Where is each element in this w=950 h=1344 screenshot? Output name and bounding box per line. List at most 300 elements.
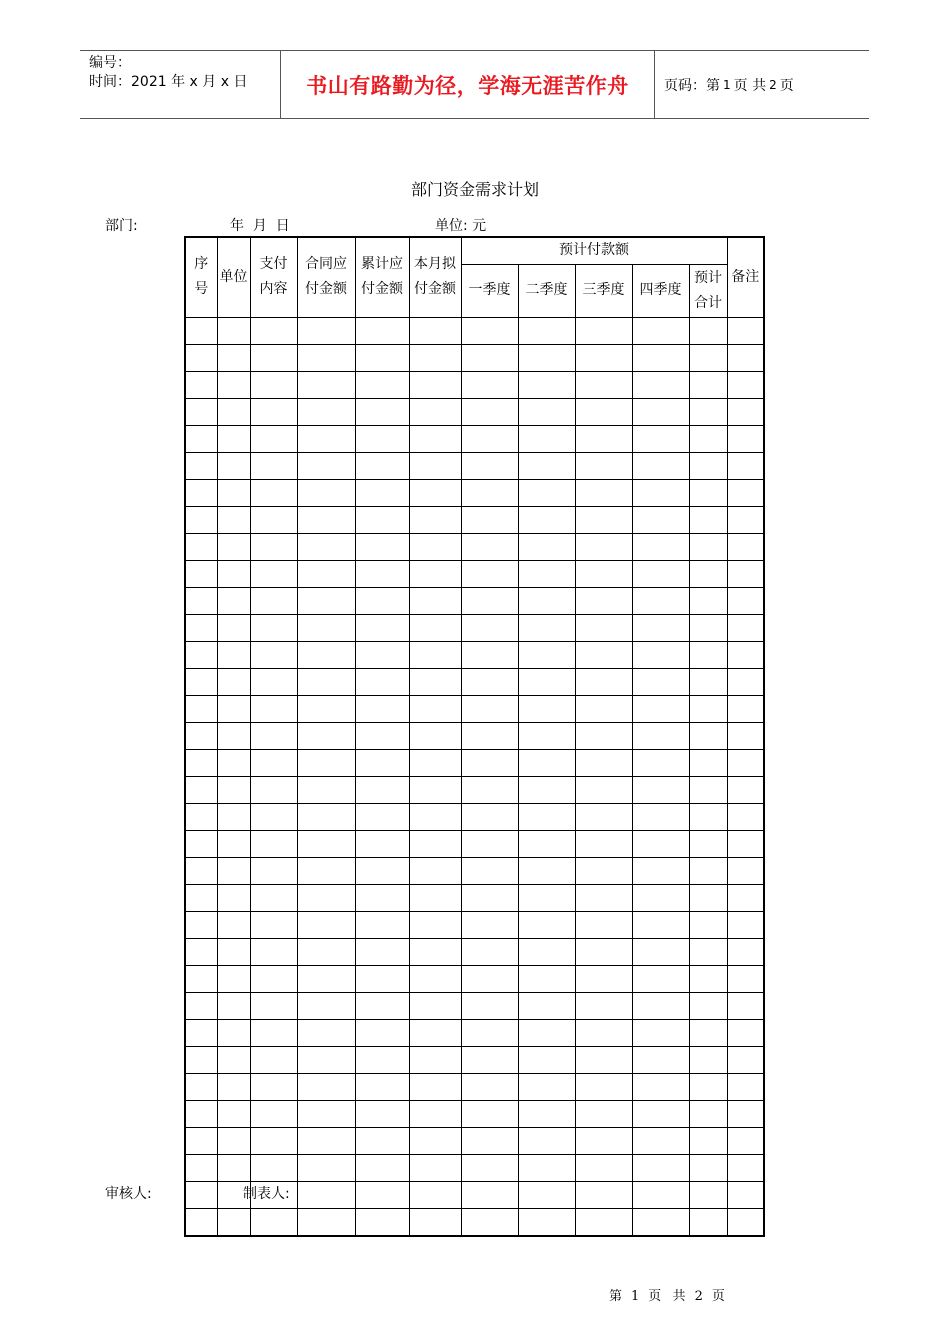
table-cell[interactable]: [518, 425, 575, 452]
table-cell[interactable]: [297, 749, 355, 776]
table-cell[interactable]: [518, 1127, 575, 1154]
table-cell[interactable]: [727, 371, 764, 398]
table-cell[interactable]: [689, 857, 727, 884]
table-cell[interactable]: [185, 641, 217, 668]
table-cell[interactable]: [575, 992, 632, 1019]
table-cell[interactable]: [461, 776, 518, 803]
table-cell[interactable]: [689, 695, 727, 722]
table-cell[interactable]: [217, 776, 250, 803]
table-cell[interactable]: [297, 371, 355, 398]
table-cell[interactable]: [518, 587, 575, 614]
table-cell[interactable]: [185, 911, 217, 938]
table-cell[interactable]: [250, 1208, 297, 1236]
table-cell[interactable]: [518, 1154, 575, 1181]
table-cell[interactable]: [297, 587, 355, 614]
table-cell[interactable]: [409, 776, 461, 803]
table-cell[interactable]: [355, 857, 409, 884]
table-cell[interactable]: [185, 1073, 217, 1100]
table-cell[interactable]: [409, 1019, 461, 1046]
table-cell[interactable]: [518, 344, 575, 371]
table-cell[interactable]: [355, 992, 409, 1019]
table-cell[interactable]: [461, 560, 518, 587]
table-cell[interactable]: [632, 911, 689, 938]
table-cell[interactable]: [250, 722, 297, 749]
table-cell[interactable]: [297, 722, 355, 749]
table-cell[interactable]: [217, 722, 250, 749]
table-cell[interactable]: [217, 803, 250, 830]
table-cell[interactable]: [409, 911, 461, 938]
table-cell[interactable]: [409, 830, 461, 857]
table-cell[interactable]: [689, 560, 727, 587]
table-cell[interactable]: [297, 479, 355, 506]
table-cell[interactable]: [575, 695, 632, 722]
table-cell[interactable]: [461, 938, 518, 965]
table-cell[interactable]: [461, 1046, 518, 1073]
table-cell[interactable]: [250, 560, 297, 587]
table-cell[interactable]: [409, 425, 461, 452]
table-cell[interactable]: [297, 1073, 355, 1100]
table-cell[interactable]: [575, 1019, 632, 1046]
table-cell[interactable]: [689, 398, 727, 425]
table-cell[interactable]: [632, 560, 689, 587]
table-cell[interactable]: [250, 425, 297, 452]
table-cell[interactable]: [632, 1073, 689, 1100]
table-cell[interactable]: [250, 938, 297, 965]
table-cell[interactable]: [689, 965, 727, 992]
table-cell[interactable]: [185, 668, 217, 695]
table-cell[interactable]: [185, 506, 217, 533]
table-cell[interactable]: [185, 1181, 217, 1208]
table-cell[interactable]: [250, 992, 297, 1019]
table-cell[interactable]: [575, 668, 632, 695]
table-cell[interactable]: [409, 317, 461, 344]
table-cell[interactable]: [250, 857, 297, 884]
table-cell[interactable]: [409, 371, 461, 398]
table-cell[interactable]: [185, 884, 217, 911]
table-cell[interactable]: [632, 938, 689, 965]
table-cell[interactable]: [727, 722, 764, 749]
table-cell[interactable]: [185, 614, 217, 641]
table-cell[interactable]: [727, 1046, 764, 1073]
table-cell[interactable]: [632, 425, 689, 452]
table-cell[interactable]: [575, 641, 632, 668]
table-cell[interactable]: [518, 1046, 575, 1073]
table-cell[interactable]: [727, 965, 764, 992]
table-cell[interactable]: [409, 695, 461, 722]
table-cell[interactable]: [185, 479, 217, 506]
table-cell[interactable]: [409, 560, 461, 587]
table-cell[interactable]: [632, 1046, 689, 1073]
table-cell[interactable]: [727, 533, 764, 560]
table-cell[interactable]: [217, 1073, 250, 1100]
table-cell[interactable]: [518, 533, 575, 560]
table-cell[interactable]: [250, 668, 297, 695]
table-cell[interactable]: [727, 695, 764, 722]
table-cell[interactable]: [297, 533, 355, 560]
table-cell[interactable]: [185, 1100, 217, 1127]
table-cell[interactable]: [518, 506, 575, 533]
table-cell[interactable]: [689, 1127, 727, 1154]
table-cell[interactable]: [355, 533, 409, 560]
table-cell[interactable]: [632, 452, 689, 479]
table-cell[interactable]: [409, 506, 461, 533]
table-cell[interactable]: [355, 425, 409, 452]
table-cell[interactable]: [632, 1208, 689, 1236]
table-cell[interactable]: [217, 830, 250, 857]
table-cell[interactable]: [727, 1100, 764, 1127]
table-cell[interactable]: [461, 1019, 518, 1046]
table-cell[interactable]: [461, 1100, 518, 1127]
table-cell[interactable]: [217, 425, 250, 452]
table-cell[interactable]: [461, 803, 518, 830]
table-cell[interactable]: [409, 1073, 461, 1100]
table-cell[interactable]: [185, 344, 217, 371]
table-cell[interactable]: [689, 992, 727, 1019]
table-cell[interactable]: [297, 695, 355, 722]
table-cell[interactable]: [185, 965, 217, 992]
table-cell[interactable]: [575, 938, 632, 965]
table-cell[interactable]: [727, 452, 764, 479]
table-cell[interactable]: [518, 317, 575, 344]
table-cell[interactable]: [250, 641, 297, 668]
table-cell[interactable]: [689, 1100, 727, 1127]
table-cell[interactable]: [250, 371, 297, 398]
table-cell[interactable]: [409, 587, 461, 614]
table-cell[interactable]: [727, 398, 764, 425]
table-cell[interactable]: [461, 1127, 518, 1154]
table-cell[interactable]: [689, 911, 727, 938]
table-cell[interactable]: [355, 1181, 409, 1208]
table-cell[interactable]: [632, 749, 689, 776]
table-cell[interactable]: [689, 1046, 727, 1073]
table-cell[interactable]: [632, 317, 689, 344]
table-cell[interactable]: [575, 425, 632, 452]
table-cell[interactable]: [185, 452, 217, 479]
table-cell[interactable]: [297, 938, 355, 965]
table-cell[interactable]: [355, 965, 409, 992]
table-cell[interactable]: [575, 560, 632, 587]
table-cell[interactable]: [461, 533, 518, 560]
table-cell[interactable]: [409, 533, 461, 560]
table-cell[interactable]: [185, 1046, 217, 1073]
table-cell[interactable]: [185, 1208, 217, 1236]
table-cell[interactable]: [250, 398, 297, 425]
table-cell[interactable]: [727, 668, 764, 695]
table-cell[interactable]: [575, 1154, 632, 1181]
table-cell[interactable]: [185, 425, 217, 452]
table-cell[interactable]: [461, 1208, 518, 1236]
table-cell[interactable]: [355, 1154, 409, 1181]
table-cell[interactable]: [689, 479, 727, 506]
table-cell[interactable]: [297, 830, 355, 857]
table-cell[interactable]: [689, 614, 727, 641]
table-cell[interactable]: [297, 803, 355, 830]
table-cell[interactable]: [632, 884, 689, 911]
table-cell[interactable]: [575, 776, 632, 803]
table-cell[interactable]: [518, 1181, 575, 1208]
table-cell[interactable]: [518, 695, 575, 722]
table-cell[interactable]: [297, 344, 355, 371]
table-cell[interactable]: [689, 371, 727, 398]
table-cell[interactable]: [575, 506, 632, 533]
table-cell[interactable]: [297, 425, 355, 452]
table-cell[interactable]: [632, 668, 689, 695]
table-cell[interactable]: [518, 614, 575, 641]
table-cell[interactable]: [185, 776, 217, 803]
table-cell[interactable]: [250, 965, 297, 992]
table-cell[interactable]: [355, 803, 409, 830]
table-cell[interactable]: [355, 1208, 409, 1236]
table-cell[interactable]: [409, 884, 461, 911]
table-cell[interactable]: [355, 1100, 409, 1127]
table-cell[interactable]: [250, 1046, 297, 1073]
table-cell[interactable]: [250, 479, 297, 506]
table-cell[interactable]: [355, 587, 409, 614]
table-cell[interactable]: [461, 398, 518, 425]
table-cell[interactable]: [689, 803, 727, 830]
table-cell[interactable]: [518, 560, 575, 587]
table-cell[interactable]: [575, 884, 632, 911]
table-cell[interactable]: [461, 884, 518, 911]
table-cell[interactable]: [518, 992, 575, 1019]
table-cell[interactable]: [409, 1100, 461, 1127]
table-cell[interactable]: [461, 992, 518, 1019]
table-cell[interactable]: [575, 965, 632, 992]
table-cell[interactable]: [409, 1154, 461, 1181]
table-cell[interactable]: [727, 425, 764, 452]
table-cell[interactable]: [185, 398, 217, 425]
table-cell[interactable]: [518, 479, 575, 506]
table-cell[interactable]: [297, 560, 355, 587]
table-cell[interactable]: [727, 884, 764, 911]
table-cell[interactable]: [727, 479, 764, 506]
table-cell[interactable]: [727, 938, 764, 965]
table-cell[interactable]: [355, 1127, 409, 1154]
table-cell[interactable]: [185, 371, 217, 398]
table-cell[interactable]: [518, 749, 575, 776]
table-cell[interactable]: [185, 560, 217, 587]
table-cell[interactable]: [727, 506, 764, 533]
table-cell[interactable]: [689, 830, 727, 857]
table-cell[interactable]: [727, 344, 764, 371]
table-cell[interactable]: [217, 533, 250, 560]
table-cell[interactable]: [297, 965, 355, 992]
table-cell[interactable]: [461, 479, 518, 506]
table-cell[interactable]: [575, 452, 632, 479]
table-cell[interactable]: [689, 1181, 727, 1208]
table-cell[interactable]: [355, 1019, 409, 1046]
table-cell[interactable]: [518, 1073, 575, 1100]
table-cell[interactable]: [217, 1208, 250, 1236]
table-cell[interactable]: [355, 1073, 409, 1100]
table-cell[interactable]: [575, 749, 632, 776]
table-cell[interactable]: [727, 857, 764, 884]
table-cell[interactable]: [250, 452, 297, 479]
table-cell[interactable]: [250, 1100, 297, 1127]
table-cell[interactable]: [575, 857, 632, 884]
table-cell[interactable]: [217, 884, 250, 911]
table-cell[interactable]: [575, 803, 632, 830]
table-cell[interactable]: [575, 614, 632, 641]
table-cell[interactable]: [185, 1019, 217, 1046]
table-cell[interactable]: [217, 695, 250, 722]
table-cell[interactable]: [632, 776, 689, 803]
table-cell[interactable]: [185, 695, 217, 722]
table-cell[interactable]: [217, 506, 250, 533]
table-cell[interactable]: [297, 668, 355, 695]
table-cell[interactable]: [250, 614, 297, 641]
table-cell[interactable]: [689, 452, 727, 479]
table-cell[interactable]: [250, 317, 297, 344]
table-cell[interactable]: [461, 1181, 518, 1208]
table-cell[interactable]: [518, 803, 575, 830]
table-cell[interactable]: [355, 344, 409, 371]
table-cell[interactable]: [297, 1208, 355, 1236]
table-cell[interactable]: [355, 830, 409, 857]
table-cell[interactable]: [217, 560, 250, 587]
table-cell[interactable]: [185, 317, 217, 344]
table-cell[interactable]: [518, 938, 575, 965]
table-cell[interactable]: [185, 749, 217, 776]
table-cell[interactable]: [250, 587, 297, 614]
table-cell[interactable]: [217, 749, 250, 776]
table-cell[interactable]: [689, 641, 727, 668]
table-cell[interactable]: [632, 479, 689, 506]
table-cell[interactable]: [518, 911, 575, 938]
table-cell[interactable]: [409, 398, 461, 425]
table-cell[interactable]: [632, 533, 689, 560]
table-cell[interactable]: [297, 506, 355, 533]
table-cell[interactable]: [355, 722, 409, 749]
table-cell[interactable]: [355, 1046, 409, 1073]
table-cell[interactable]: [689, 776, 727, 803]
table-cell[interactable]: [409, 1127, 461, 1154]
table-cell[interactable]: [217, 641, 250, 668]
table-cell[interactable]: [727, 317, 764, 344]
table-cell[interactable]: [217, 668, 250, 695]
table-cell[interactable]: [632, 614, 689, 641]
table-cell[interactable]: [632, 641, 689, 668]
table-cell[interactable]: [355, 452, 409, 479]
table-cell[interactable]: [250, 1154, 297, 1181]
table-cell[interactable]: [727, 614, 764, 641]
table-cell[interactable]: [575, 911, 632, 938]
table-cell[interactable]: [355, 560, 409, 587]
table-cell[interactable]: [355, 614, 409, 641]
table-cell[interactable]: [250, 1127, 297, 1154]
table-cell[interactable]: [689, 884, 727, 911]
table-cell[interactable]: [575, 317, 632, 344]
table-cell[interactable]: [727, 1073, 764, 1100]
table-cell[interactable]: [250, 533, 297, 560]
table-cell[interactable]: [632, 722, 689, 749]
table-cell[interactable]: [409, 965, 461, 992]
table-cell[interactable]: [575, 398, 632, 425]
table-cell[interactable]: [217, 992, 250, 1019]
table-cell[interactable]: [250, 1019, 297, 1046]
table-cell[interactable]: [689, 344, 727, 371]
table-cell[interactable]: [185, 992, 217, 1019]
table-cell[interactable]: [518, 776, 575, 803]
table-cell[interactable]: [727, 992, 764, 1019]
table-cell[interactable]: [409, 749, 461, 776]
table-cell[interactable]: [409, 1208, 461, 1236]
table-cell[interactable]: [217, 857, 250, 884]
table-cell[interactable]: [355, 776, 409, 803]
table-cell[interactable]: [297, 1046, 355, 1073]
table-cell[interactable]: [185, 938, 217, 965]
table-cell[interactable]: [461, 668, 518, 695]
table-cell[interactable]: [409, 803, 461, 830]
table-cell[interactable]: [355, 695, 409, 722]
table-cell[interactable]: [297, 1154, 355, 1181]
table-cell[interactable]: [355, 641, 409, 668]
table-cell[interactable]: [250, 695, 297, 722]
table-cell[interactable]: [217, 938, 250, 965]
table-cell[interactable]: [297, 614, 355, 641]
table-cell[interactable]: [297, 1127, 355, 1154]
table-cell[interactable]: [217, 344, 250, 371]
table-cell[interactable]: [575, 344, 632, 371]
table-cell[interactable]: [689, 533, 727, 560]
table-cell[interactable]: [355, 668, 409, 695]
table-cell[interactable]: [217, 452, 250, 479]
table-cell[interactable]: [297, 884, 355, 911]
table-cell[interactable]: [250, 1073, 297, 1100]
table-cell[interactable]: [575, 1046, 632, 1073]
table-cell[interactable]: [689, 1019, 727, 1046]
table-cell[interactable]: [689, 1154, 727, 1181]
table-cell[interactable]: [461, 749, 518, 776]
table-cell[interactable]: [355, 479, 409, 506]
table-cell[interactable]: [518, 371, 575, 398]
table-cell[interactable]: [727, 560, 764, 587]
table-cell[interactable]: [461, 452, 518, 479]
table-cell[interactable]: [575, 479, 632, 506]
table-cell[interactable]: [409, 857, 461, 884]
table-cell[interactable]: [461, 506, 518, 533]
table-cell[interactable]: [632, 587, 689, 614]
table-cell[interactable]: [409, 668, 461, 695]
table-cell[interactable]: [217, 587, 250, 614]
table-cell[interactable]: [518, 452, 575, 479]
table-cell[interactable]: [632, 1019, 689, 1046]
table-cell[interactable]: [727, 641, 764, 668]
table-cell[interactable]: [575, 1127, 632, 1154]
table-cell[interactable]: [355, 884, 409, 911]
table-cell[interactable]: [461, 1073, 518, 1100]
table-cell[interactable]: [575, 1073, 632, 1100]
table-cell[interactable]: [185, 1154, 217, 1181]
table-cell[interactable]: [632, 344, 689, 371]
table-cell[interactable]: [217, 1046, 250, 1073]
table-cell[interactable]: [217, 1127, 250, 1154]
table-cell[interactable]: [297, 641, 355, 668]
table-cell[interactable]: [250, 830, 297, 857]
table-cell[interactable]: [632, 1127, 689, 1154]
table-cell[interactable]: [518, 722, 575, 749]
table-cell[interactable]: [185, 830, 217, 857]
table-cell[interactable]: [409, 641, 461, 668]
table-cell[interactable]: [727, 1019, 764, 1046]
table-cell[interactable]: [217, 371, 250, 398]
table-cell[interactable]: [689, 938, 727, 965]
table-cell[interactable]: [727, 1154, 764, 1181]
table-cell[interactable]: [250, 911, 297, 938]
table-cell[interactable]: [461, 587, 518, 614]
table-cell[interactable]: [518, 857, 575, 884]
table-cell[interactable]: [185, 587, 217, 614]
